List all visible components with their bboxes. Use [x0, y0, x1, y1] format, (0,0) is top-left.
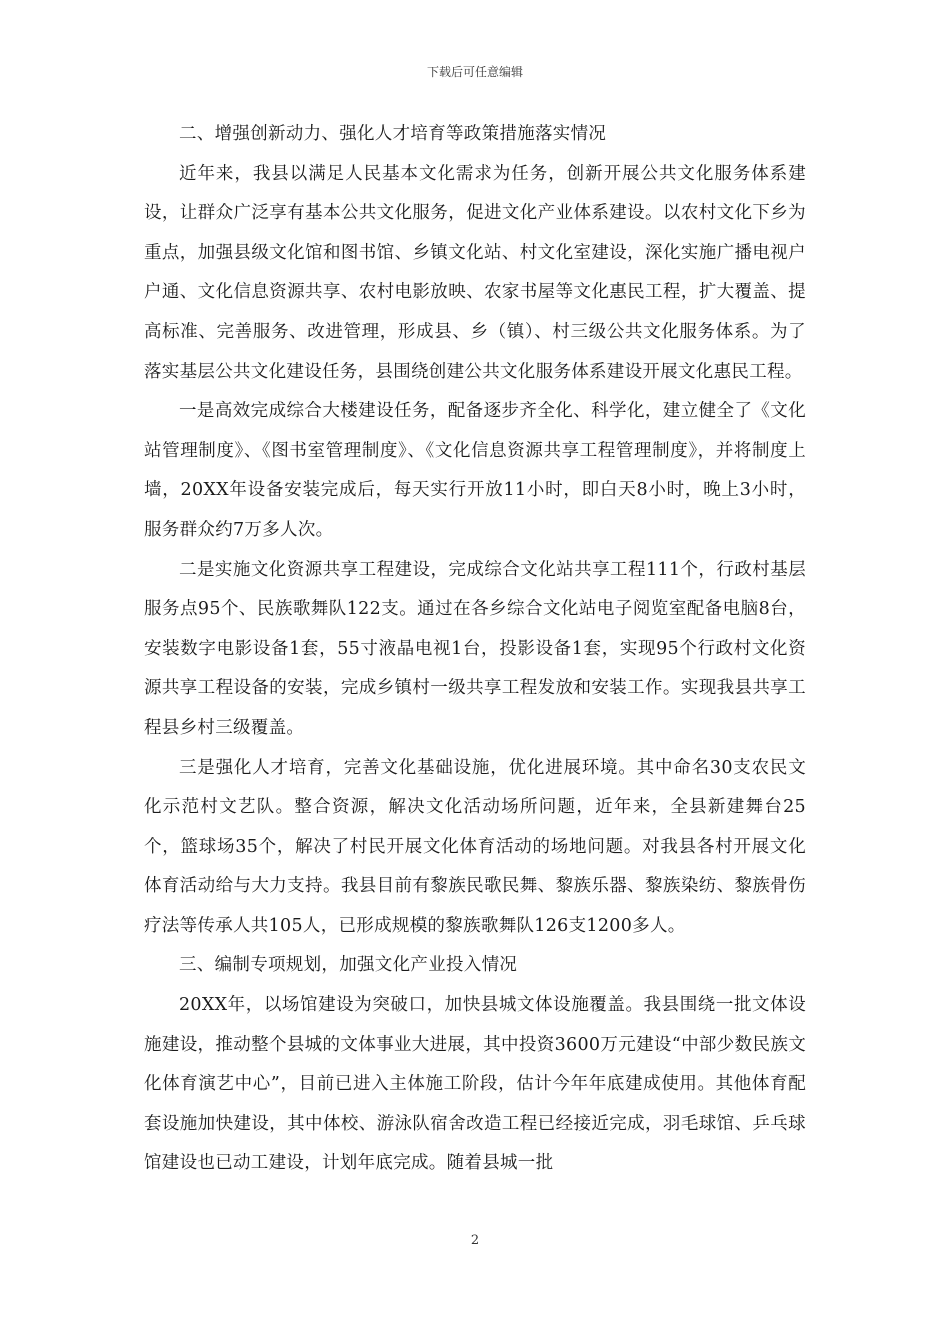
- page-header-note: 下载后可任意编辑: [426, 65, 523, 79]
- body-paragraph: 近年来，我县以满足人民基本文化需求为任务，创新开展公共文化服务体系建设，让群众广泛享有基本公共文化服务，促进文化产业体系建设。以农村文化下乡为重点，加强县级文化馆和图书馆、乡镇文化站、村文化室建设，深化实施广播电视户户通、文化信息资源共享、农村电影放映、农家书屋等文化惠民工程，扩大覆盖、提高标准、完善服务、改进管理，形成县、乡（镇）、村三级公共文化服务体系。为了落实基层公共文化建设任务，县围绕创建公共文化服务体系建设开展文化惠民工程。: [144, 163, 806, 382]
- page-number: 2: [470, 1233, 480, 1248]
- body-paragraph: 一是高效完成综合大楼建设任务，配备逐步齐全化、科学化，建立健全了《文化站管理制度》、《图书室管理制度》、《文化信息资源共享工程管理制度》，并将制度上墙，20XX年设备安装完成后，每天实行开放11小时，即白天8小时，晚上3小时，服务群众约7万多人次。: [144, 401, 806, 540]
- body-paragraph: 三是强化人才培育，完善文化基础设施，优化进展环境。其中命名30支农民文化示范村文艺队。整合资源，解决文化活动场所问题，近年来，全县新建舞台25个，篮球场35个，解决了村民开展文化体育活动的场地问题。对我县各村开展文化体育活动给与大力支持。我县目前有黎族民歌民舞、黎族乐器、黎族染纺、黎族骨伤疗法等传承人共105人，已形成规模的黎族歌舞队126支1200多人。: [144, 757, 806, 936]
- section-heading-three: 三、编制专项规划，加强文化产业投入情况: [179, 955, 518, 976]
- body-paragraph: 20XX年，以场馆建设为突破口，加快县城文体设施覆盖。我县围绕一批文体设施建设，推动整个县城的文体事业大进展，其中投资3600万元建设“中部少数民族文化体育演艺中心”，目前已进入主体施工阶段，估计今年年底建成使用。其他体育配套设施加快建设，其中体校、游泳队宿舍改造工程已经接近完成，羽毛球馆、乒乓球馆建设也已动工建设，计划年底完成。随着县城一批: [144, 995, 806, 1174]
- document-body: [144, 115, 806, 1184]
- section-heading-two: 二、增强创新动力、强化人才培育等政策措施落实情况: [179, 124, 607, 144]
- body-paragraph: 二是实施文化资源共享工程建设，完成综合文化站共享工程111个，行政村基层服务点95个、民族歌舞队122支。通过在各乡综合文化站电子阅览室配备电脑8台，安装数字电影设备1套，55寸液晶电视1台，投影设备1套，实现95个行政村文化资源共享工程设备的安装，完成乡镇村一级共享工程发放和安装工作。实现我县共享工程县乡村三级覆盖。: [144, 559, 806, 738]
